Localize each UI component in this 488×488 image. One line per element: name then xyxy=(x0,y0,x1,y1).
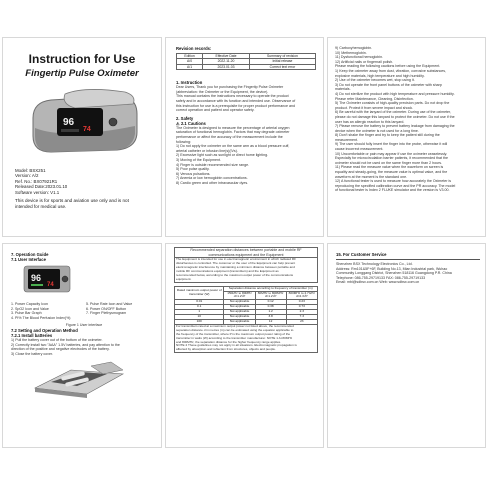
safety-text: The Oximeter is designed to measure the percentage of arterial oxygen saturation of functional hemoglobin. Factors that may degrade oximeter performance or affect the accuracy of the measurement include the following: 1) Do not apply the oximeter on the same arm as a blood pressure cuff, arterial catheter or infusion line(s)(IVs). 2) Excessive light such as sunlight or direct home lighting. 3) Moving of the Equipment. 4) Finger is outside recommended size range. 5) Poor pulse quality. 6) Venous pulsations. 7) Anemia or low hemoglobin concentrations. 8) Cardio green and other intravascular dyes. xyxy=(176,125,290,185)
cover-spo2-value: 96 xyxy=(63,117,75,128)
cover-pr-value: 74 xyxy=(83,126,91,133)
section-instruction: 1. Instruction xyxy=(176,80,203,86)
table-row: A/1 2023.01.03 Correct text error xyxy=(177,64,316,69)
intro-text: Dear Users, Thank you for purchasing the Fingertip Pulse Oximeter (abbreviation: the Oximeter or the Equipment, the device). This manual contains the instructions necessary to operate the product safely and in accordance with its function and intended use. Observance of this instruction for use is a prerequisite for proper product performance and correct operation and patient and operator safety. xyxy=(176,85,296,113)
section-cautions: ⚠ 2.1 Cautions xyxy=(176,120,206,126)
table-row: 100 Not applicable 12 23 xyxy=(175,319,318,324)
table-row: 1 Not applicable 1.2 2.3 xyxy=(175,310,318,315)
battery-install-image xyxy=(31,360,127,400)
manual-subtitle: Fingertip Pulse Oximeter xyxy=(25,68,139,79)
product-info: Model: BSX251 Version: A/2 Ref. No.: BX07921R1 Released Date:2023.01.10 Software version: V1.1 xyxy=(15,168,68,195)
oximeter-image xyxy=(25,88,143,160)
ui-pr-value: 74 xyxy=(47,282,54,288)
battery-steps: 1) Pull the battery cover out of the bottom of the oximeter. 2) Correctly install two "AAA" 1.5V batteries, and pay attention to the direction of the positive and negative electrodes of the battery. 3) Close the battery cover. xyxy=(11,337,120,356)
section-customer-service: 15. For Customer Service xyxy=(336,252,387,257)
manual-title: Instruction for Use xyxy=(28,52,136,66)
emc-intro: The Equipment is intended for use in electromagnetic environment in which radiated RF disturbances is controlled. The customer or the user of the Equipment can help prevent electromagnetic interference by maintaining a minimum distance between portable and mobile RF communications equipment (transmitters) and the Equipment as recommended below, according to the maximum output power of the communications equipment. xyxy=(174,257,318,282)
emc-title: Recommended separation distances between portable and mobile RF communications equipment and the Equipment xyxy=(174,247,318,257)
table-row: A/0 2022.11.20 Initial release xyxy=(177,59,316,64)
table-row: 0.1 Not applicable 0.38 0.73 xyxy=(175,305,318,310)
page-operation-guide xyxy=(2,243,162,448)
section-user-interface: 7.1 User Interface xyxy=(11,257,46,262)
page-instruction xyxy=(165,37,324,237)
ui-spo2-value: 96 xyxy=(31,273,42,283)
section-operation: 7. Operation Guide xyxy=(11,252,49,257)
contact-info: Shenzhen BSX Technology Electronics Co., Ltd. Address: Rm101&5F+6F, Building No.13, Mian Industrial park, Wuhao Community Longgang District, Shenzhen 518116 Guangdong P.R. China Telephone: 086-755-29719133 FAX: 086-755-29719133 Email: mbi@sdbsx.com.cn Web: www.sdbsx.com.cn xyxy=(336,262,452,285)
emc-note: For transmitters rated at a maximum output power not listed above, the recommended separation distance d in metres (m) can be estimated using the equation applicable to the frequency of the transmitter, where P is the maximum output power rating of the transmitter in watts (W) according to the transmitter manufacturer. NOTE 1 At 80MHz and 800MHz, the separation distance for the higher frequency range applies. NOTE 2 These guidelines may not apply in all situations. Electromagnetic propagation is affected by absorption and reflection from structures, objects and people. xyxy=(174,325,318,353)
cautions-text: 9) Carboxyhemoglobin. 10) Methemoglobin. 11) Dysfunctional hemoglobin. 12) Artificial nails or fingernail polish. Please reading the following cautions before using the Equipment. 1) Keep the oximeter away from dust, vibration, corrosive substances, explosive materials, high temperature and high humidity. 2) Use of the oximeter becomes wet, stop using it. 3) Do not operate the front panel buttons of the oximeter with sharp materials. 4) Do not sterilize the product with high temperature and pressure humidity. Please refer Maintenance, Cleaning, Disinfection. 5) The Oximeter consists of high-quality precision parts. Do not drop the product. Protect it from severe impact and shock. 6) Be careful with the lanyard of the oximeter. During use of the oximeter, please do not damage this lanyard to protect the oximeter. Do not use if the user has an allergic reaction to this lanyard. 7) Please remove the battery to prevent battery leakage from damaging the device when the oximeter is not used for a long time. 8) Don't shake the finger and try to keep the patient still during the measurement. 9) The user should fully insert the finger into the probe, otherwise it will cause incorrect measurement. 10) Uncomfortable or pain may appear if use the oximeter ceaselessly. Especially for microcirculation barrier patients, it recommended that the oximeter should not be used on the same finger more than 2 hours. 11) Please read the measure value when the waveform on screen is equality and steady-going, the measure value is optimal value, and the waveform at the moment is the standard one. 12) A functional tester is used to measure how accurately the Oximeter is reproducing the specified calibration curve and the PR accuracy. The model of functional tester is Index 2 FLUKE simulator and the version is V3.00. xyxy=(335,46,456,193)
revision-title: Revision records: xyxy=(176,46,212,51)
revision-table: Edition Effective Date Summary of revision A/0 2022.11.20 Initial release A/1 2023.01.03 Correct text error xyxy=(176,53,316,70)
user-interface-diagram xyxy=(23,265,71,293)
section-setting: 7.2 Setting and Operation Method xyxy=(11,327,78,333)
section-safety: 2. Safety xyxy=(176,115,194,121)
usage-note: This device is for sports and aviation use only and is not intended for medical use. xyxy=(15,198,129,209)
page-emc-table xyxy=(165,243,324,448)
figure-caption: Figure 1 User interface xyxy=(65,323,103,328)
separation-table: Rated maximum output power of transmitter (W) Separation distance according to frequency of transmitter (m) 150kHz to 80MHz d=1.2√P 80MHz to 800MHz d=1.2√P 800MHz to 2.7GHz d=2.3√P 0.01 Not applicable 0.12 0.23 0.1 Not applicable 0.38 0.73 1 Not applicable 1.2 2.3 10 Not applicable 3.8 7.3 100 Not applicable 12 23 xyxy=(174,286,318,325)
page-cautions xyxy=(327,37,486,237)
section-batteries: 7.2.1 Install batteries xyxy=(11,332,53,338)
warning-icon: ⚠ xyxy=(176,120,180,126)
power-button-icon xyxy=(109,118,117,126)
page-customer-service xyxy=(327,243,486,448)
power-button-icon xyxy=(62,276,68,282)
table-row: 10 Not applicable 3.8 7.3 xyxy=(175,315,318,320)
ui-legend: 1. Power Capacity Icon 5. Pulse Rate Icon and Value 2. SpO2 Icon and Value 6. Power ON/OFF Button 3. Pulse Bar Graph 7. Finger Plethysmogram 4. PI% The Blood Perfusion Index(%) xyxy=(11,302,133,320)
page-cover xyxy=(2,37,162,237)
table-row: 0.01 Not applicable 0.12 0.23 xyxy=(175,300,318,305)
